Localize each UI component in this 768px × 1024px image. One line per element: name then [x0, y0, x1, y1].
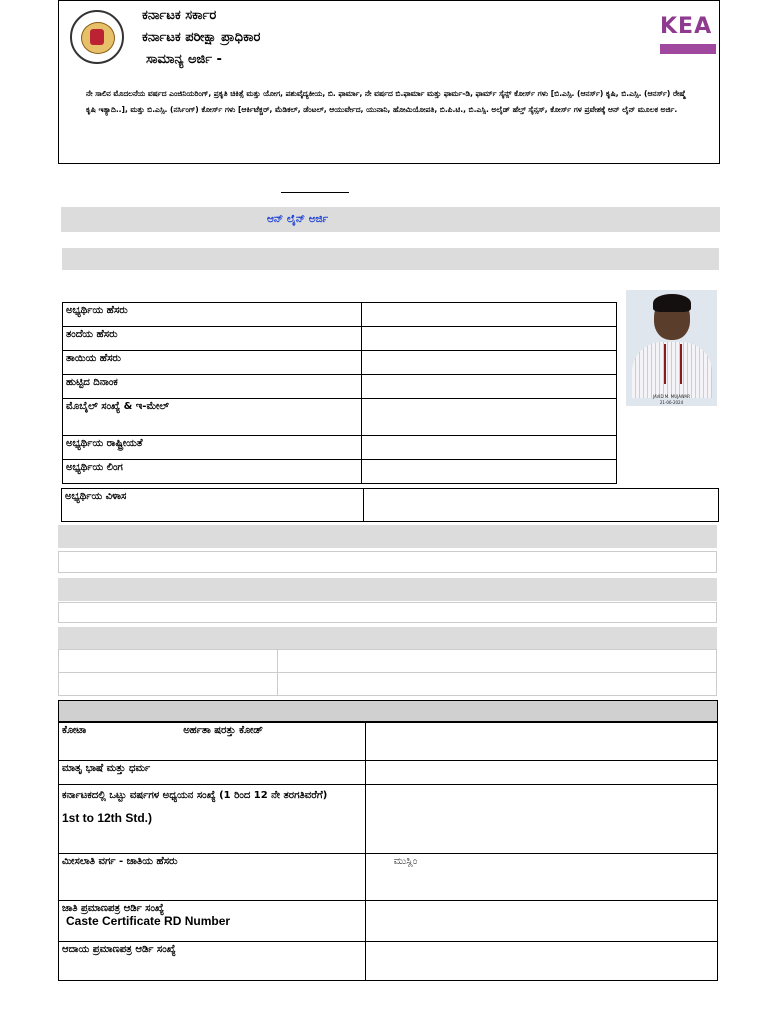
- candidate-name-label: ಅಭ್ಯರ್ಥಿಯ ಹೆಸರು: [63, 303, 362, 327]
- header-box: [58, 0, 720, 164]
- table-row: [59, 785, 718, 854]
- gender-value: [362, 460, 617, 484]
- dob-label: ಹುಟ್ಟಿದ ದಿನಾಂಕ: [63, 375, 362, 399]
- eligibility-code-label: ಅರ್ಹತಾ ಷರತ್ತು ಕೋಡ್: [183, 725, 263, 736]
- table-row: [59, 723, 718, 761]
- table-row: [62, 489, 719, 522]
- category-value: ಮುಸ್ಲಿಂ: [393, 856, 418, 867]
- section-bar: [62, 248, 719, 270]
- study-years-sub: 1st to 12th Std.): [62, 811, 153, 825]
- table-row: [63, 399, 617, 436]
- courses-description: ನೇ ಸಾಲಿನ ಮೊದಲನೆಯ ವರ್ಷದ ಎಂಜಿನಿಯರಿಂಗ್, ಪ್ರಕೃತಿ ಚಿಕಿತ್ಸೆ ಮತ್ತು ಯೋಗ, ಪಶುವೈದ್ಯಕೀಯ, ಬಿ. ಫಾರ್ಮಾ, ನೇ ವರ್ಷದ ಬಿ.ಫಾರ್ಮಾ ಮತ್ತು ಫಾರ್ಮ-ಡಿ, ಫಾರ್ಮ್ ಸೈನ್ಸ್ ಕೋರ್ಸ್ ಗಳು [ಬಿ.ಎಸ್ಸಿ. (ಆನರ್ಸ್) ಕೃಷಿ, ಬಿ.ಎಸ್ಸಿ. (ಆನರ್ಸ್) ರೇಷ್ಮೆ ಕೃಷಿ ಇತ್ಯಾದಿ..], ಮತ್ತು ಬಿ.ಎಸ್ಸಿ. (ನರ್ಸಿಂಗ್) ಕೋರ್ಸ್ ಗಳು [ಆರ್ಕಿಟೆಕ್ಚರ್, ಮೆಡಿಕಲ್, ಡೆಂಟಲ್, ಆಯುರ್ವೇದ, ಯುನಾನಿ, ಹೋಮಿಯೋಪತಿ, ಬಿ.ಪಿ.ಟಿ., ಬಿ.ಎಸ್ಸಿ. ಅಲೈಡ್ ಹೆಲ್ತ್ ಸೈನ್ಸಸ್, ಕೋರ್ಸ್ ಗಳ ಪ್ರವೇಶಕ್ಕೆ ಆನ್ ಲೈನ್ ಮೂಲಕ ಅರ್ಜಿ.: [86, 89, 686, 114]
- mother-name-value: [362, 351, 617, 375]
- study-years-label: ಕರ್ನಾಟಕದಲ್ಲಿ ಒಟ್ಟು ವರ್ಷಗಳ ಅಧ್ಯಯನ ಸಂಖ್ಯೆ (1 ರಿಂದ 12 ನೇ ತರಗತಿವರೆಗೆ): [62, 790, 328, 801]
- table-row: [63, 460, 617, 484]
- study-years-value: [365, 785, 717, 854]
- nationality-label: ಅಭ್ಯರ್ಥಿಯ ರಾಷ್ಟ್ರೀಯತೆ: [63, 436, 362, 460]
- caste-certificate-value: [365, 901, 717, 942]
- table-row: [59, 901, 718, 942]
- table-row: [63, 327, 617, 351]
- address-value: [363, 489, 718, 522]
- gender-label: ಅಭ್ಯರ್ಥಿಯ ಲಿಂಗ: [63, 460, 362, 484]
- eligibility-table: [58, 722, 718, 981]
- photo-caption-name: JAVID M. MUJAWAR: [652, 394, 691, 399]
- government-name: ಕರ್ನಾಟಕ ಸರ್ಕಾರ: [142, 8, 217, 23]
- section-header-bar: [58, 700, 718, 722]
- section-bar: [58, 525, 717, 548]
- father-name-label: ತಂದೆಯ ಹೆಸರು: [63, 327, 362, 351]
- mother-name-label: ತಾಯಿಯ ಹೆಸರು: [63, 351, 362, 375]
- table-row: [59, 854, 718, 901]
- dob-value: [362, 375, 617, 399]
- category-label: ಮೀಸಲಾತಿ ವರ್ಗ - ಜಾತಿಯ ಹೆಸರು: [59, 854, 366, 901]
- caste-certificate-label: ಜಾತಿ ಪ್ರಮಾಣಪತ್ರ ಆರ್ಡಿ ಸಂಖ್ಯೆ: [62, 903, 164, 914]
- form-title: ಸಾಮಾನ್ಯ ಅರ್ಜಿ -: [146, 52, 222, 67]
- section-bar: [58, 627, 717, 649]
- income-certificate-label: ಆದಾಯ ಪ್ರಮಾಣಪತ್ರ ಆರ್ಡಿ ಸಂಖ್ಯೆ: [59, 942, 366, 981]
- mother-tongue-value: [365, 761, 717, 785]
- table-row: [63, 375, 617, 399]
- authority-name: ಕರ್ನಾಟಕ ಪರೀಕ್ಷಾ ಪ್ರಾಧಿಕಾರ: [142, 30, 261, 45]
- blank-grid: [58, 649, 717, 696]
- quota-value: [365, 723, 717, 761]
- online-application-title: ಆನ್ ಲೈನ್ ಅರ್ಜಿ: [267, 213, 329, 225]
- section-bar: [58, 578, 717, 601]
- online-application-bar: [61, 207, 720, 232]
- table-row: [59, 673, 717, 696]
- section-content: [58, 602, 717, 623]
- mother-tongue-label: ಮಾತೃ ಭಾಷೆ ಮತ್ತು ಧರ್ಮ: [59, 761, 366, 785]
- section-content: [58, 551, 717, 573]
- income-certificate-value: [365, 942, 717, 981]
- table-row: [59, 650, 717, 673]
- karnataka-emblem-icon: [70, 10, 124, 64]
- quota-label: ಕೋಟಾ: [62, 725, 87, 736]
- table-row: [63, 303, 617, 327]
- caste-certificate-sub: Caste Certificate RD Number: [66, 914, 231, 928]
- table-row: [59, 942, 718, 981]
- candidate-name-value: [362, 303, 617, 327]
- father-name-value: [362, 327, 617, 351]
- table-row: [63, 351, 617, 375]
- kea-logo: [660, 14, 716, 54]
- address-table: [61, 488, 719, 522]
- candidate-photo: [626, 290, 717, 406]
- table-row: [59, 761, 718, 785]
- personal-details-table: [62, 302, 617, 484]
- nationality-value: [362, 436, 617, 460]
- address-label: ಅಭ್ಯರ್ಥಿಯ ವಿಳಾಸ: [62, 489, 364, 522]
- divider-line: [281, 192, 349, 193]
- kea-logo-text: KEA: [660, 14, 713, 39]
- table-row: [63, 436, 617, 460]
- mobile-email-label: ಮೊಬೈಲ್ ಸಂಖ್ಯೆ & ಇ-ಮೇಲ್: [63, 399, 362, 436]
- mobile-email-value: [362, 399, 617, 436]
- photo-caption-date: 21-06-2024: [659, 400, 684, 405]
